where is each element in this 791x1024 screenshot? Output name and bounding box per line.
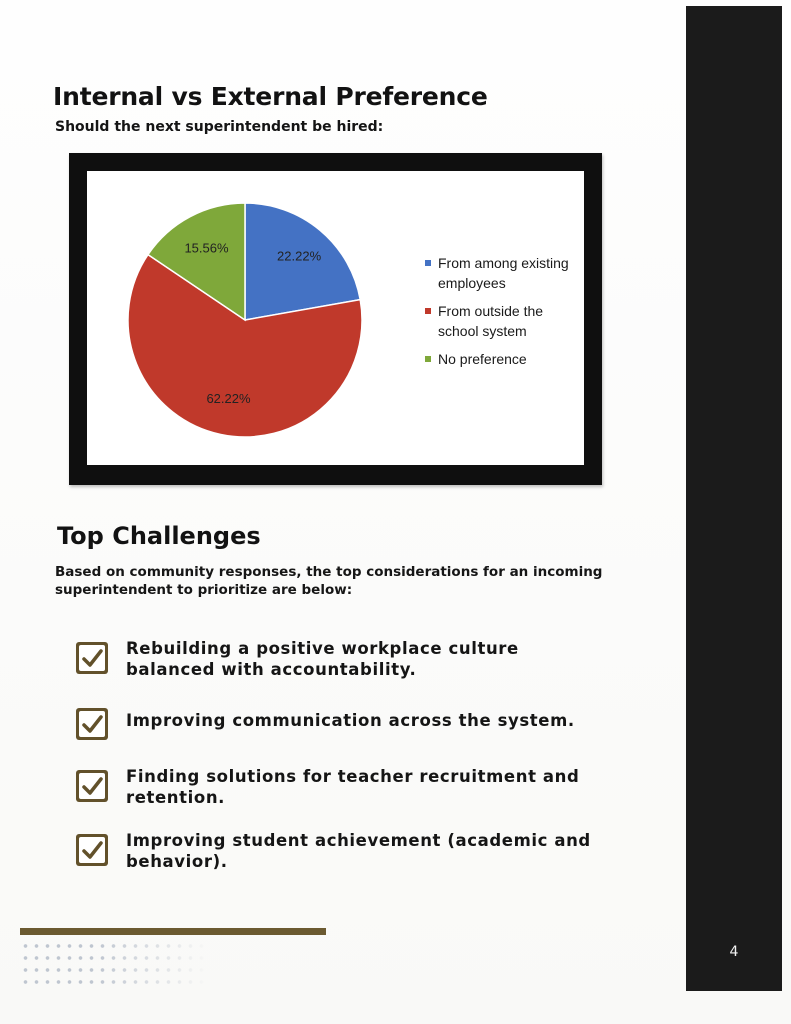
challenge-text: Improving student achievement (academic and behavior).	[126, 831, 591, 871]
challenges-intro: Based on community responses, the top considerations for an incoming superintendent to prioritize are below:	[55, 564, 603, 598]
checkbox-check-icon	[76, 708, 108, 740]
legend-item	[425, 301, 585, 341]
checkbox-check-icon	[76, 834, 108, 866]
challenge-text: Rebuilding a positive workplace culture balanced with accountability.	[126, 639, 519, 679]
chart-area	[87, 171, 584, 465]
pie-slice-label: 62.22%	[206, 390, 251, 406]
legend-label: From among existing employees	[438, 255, 569, 291]
pie-slice-label: 22.22%	[277, 248, 322, 264]
legend-item	[425, 349, 585, 369]
chart-frame	[69, 153, 602, 485]
checkbox-check-icon	[76, 642, 108, 674]
challenge-text: Finding solutions for teacher recruitment and retention.	[126, 767, 580, 807]
page-number: 4	[729, 944, 739, 960]
section-title-challenges: Top Challenges	[57, 522, 261, 550]
checkbox-check-icon	[76, 770, 108, 802]
pie-slice-label: 15.56%	[184, 240, 229, 256]
footer-accent-rule	[20, 928, 326, 935]
legend-swatch	[425, 260, 431, 266]
legend-label: From outside the school system	[438, 303, 544, 339]
legend-label: No preference	[438, 351, 527, 367]
section-subtitle-preference: Should the next superintendent be hired:	[55, 119, 384, 135]
challenge-text: Improving communication across the system.	[126, 711, 575, 730]
section-title-preference: Internal vs External Preference	[53, 82, 488, 111]
legend-item	[425, 253, 585, 293]
side-band	[686, 6, 782, 991]
legend-swatch	[425, 356, 431, 362]
chart-legend	[425, 253, 585, 377]
legend-swatch	[425, 308, 431, 314]
decorative-dot-pattern	[20, 940, 210, 990]
